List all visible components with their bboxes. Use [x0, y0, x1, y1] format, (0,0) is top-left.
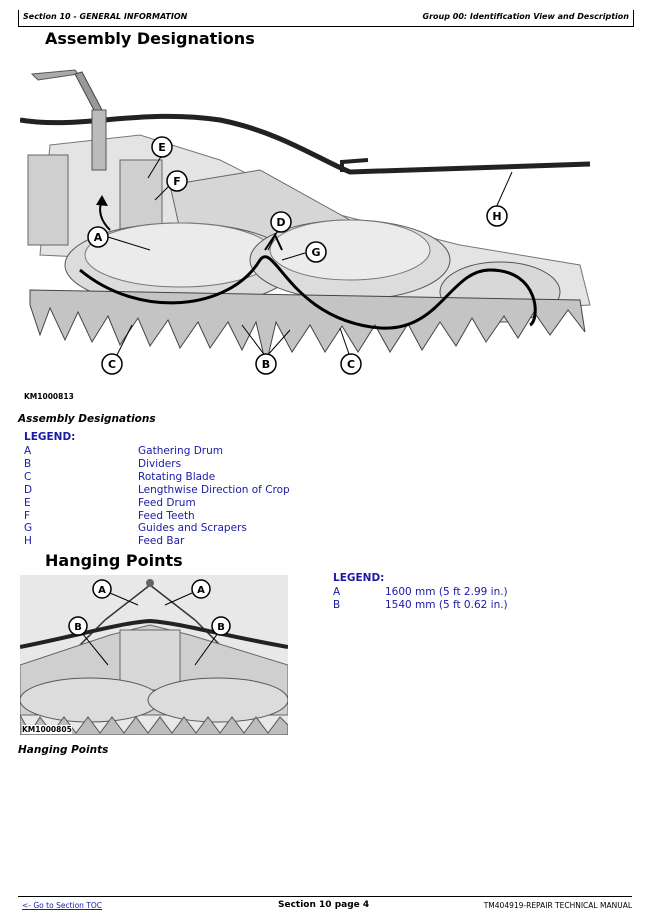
legend-value: Guides and Scrapers: [138, 522, 247, 534]
svg-text:F: F: [173, 175, 181, 188]
svg-text:A: A: [93, 231, 103, 244]
legend-key: E: [24, 497, 31, 509]
svg-text:E: E: [158, 141, 166, 154]
legend-key: A: [24, 445, 32, 457]
callout-h: [487, 172, 512, 226]
assembly-caption: Assembly Designations: [18, 413, 156, 425]
svg-text:B: B: [261, 358, 271, 371]
group-title: Group 00: Identification View and Description: [422, 12, 629, 21]
assembly-legend-title: LEGEND:: [24, 431, 76, 443]
assembly-image-id: KM1000813: [24, 392, 74, 401]
legend-key: D: [24, 484, 33, 496]
manual-title: TM404919-REPAIR TECHNICAL MANUAL: [483, 901, 632, 910]
legend-key: B: [24, 458, 32, 470]
legend-key: G: [24, 522, 33, 534]
svg-text:D: D: [276, 216, 286, 229]
assembly-heading: Assembly Designations: [45, 29, 255, 48]
legend-value: Lengthwise Direction of Crop: [138, 484, 290, 496]
assembly-illustration: [20, 60, 600, 380]
section-title: Section 10 - GENERAL INFORMATION: [23, 12, 188, 21]
page-header: [18, 10, 634, 27]
svg-text:B: B: [217, 622, 225, 633]
legend-value: 1540 mm (5 ft 0.62 in.): [385, 599, 508, 611]
svg-text:G: G: [311, 246, 321, 259]
page-number: Section 10 page 4: [278, 900, 370, 910]
legend-key: A: [333, 586, 341, 598]
legend-key: B: [333, 599, 341, 611]
hanging-image-id: KM1000805: [22, 725, 72, 734]
legend-key: F: [24, 510, 31, 522]
legend-value: Feed Drum: [138, 497, 196, 509]
svg-text:A: A: [197, 585, 205, 596]
hanging-heading: Hanging Points: [45, 551, 183, 570]
svg-text:A: A: [98, 585, 106, 596]
hanging-caption: Hanging Points: [18, 744, 109, 756]
hanging-illustration: [20, 575, 288, 735]
svg-text:B: B: [74, 622, 82, 633]
go-to-section-toc-link[interactable]: <- Go to Section TOC: [22, 901, 103, 910]
legend-key: H: [24, 535, 32, 547]
legend-value: Rotating Blade: [138, 471, 216, 483]
legend-value: Gathering Drum: [138, 445, 223, 457]
legend-value: Feed Teeth: [138, 510, 195, 522]
svg-text:H: H: [492, 210, 502, 223]
svg-text:C: C: [346, 358, 356, 371]
footer-divider: [18, 896, 632, 897]
legend-value: Dividers: [138, 458, 182, 470]
legend-value: 1600 mm (5 ft 2.99 in.): [385, 586, 508, 598]
svg-text:C: C: [107, 358, 117, 371]
legend-key: C: [24, 471, 32, 483]
legend-value: Feed Bar: [138, 535, 185, 547]
hanging-legend-title: LEGEND:: [333, 572, 385, 584]
